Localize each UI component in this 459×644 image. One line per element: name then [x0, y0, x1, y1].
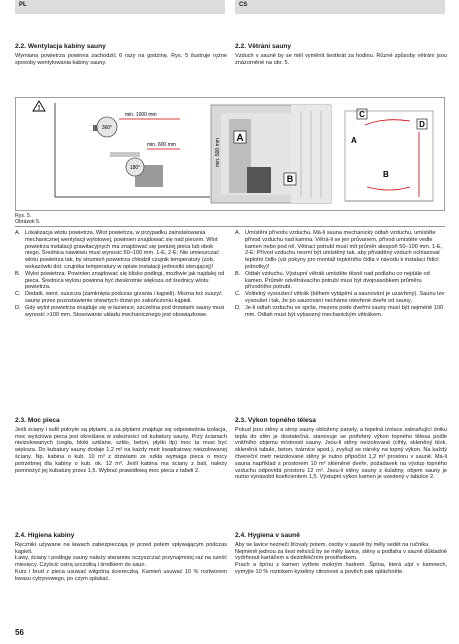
- cs-vent-intro: Vzduch v sauně by se měl vyměnit šestkrát za hodinu. Různé způsoby větrání jsou znázorněné na obr. 5.: [235, 52, 447, 66]
- cs-vent-intro-block: [235, 44, 447, 66]
- header-bar-pl: [15, 0, 225, 14]
- cs-stove-block: [235, 418, 447, 481]
- min-500-label: min. 500 mm: [215, 138, 221, 167]
- figure-divider: [15, 226, 445, 227]
- pl-stove-title: 2.3. Moc pieca: [15, 417, 60, 424]
- pl-vent-intro-block: [15, 44, 227, 66]
- figure-caption: [15, 213, 40, 226]
- deg-180-label: 180°: [129, 165, 141, 171]
- list-item: A. Umístění přívodu vzduchu. Má-li sauna mechanický odtah vzduchu, umístěte přívod vzduchu nad kamna. Větrá-li se jen průvanem, přívod umístěte vedle kamen nebo pod ně. Větrací potrubí musí mít průměr alespoň 50–100 mm. 1-E, 2-E: Přívod vzduchu nesmí být umístěný tak, aby přiváděný vzduch ochlazoval teplotní čidlo (viz pokyny pro montáž teplotního čidla v návodu k instalaci řídicí jednotky)!: [235, 230, 443, 270]
- page-number: 56: [15, 628, 24, 637]
- list-item: D. Gdy wylot powietrza znajduje się w łazience, szczelina pod drzwiami sauny musi wynosić >100 mm. Stosowanie układu mechanicznego jest obowiązkowe.: [15, 304, 225, 318]
- fig-label-b2: B: [383, 170, 389, 179]
- fig-label-a2: A: [351, 136, 357, 145]
- cs-stove-title: 2.3. Výkon topného tělesa: [235, 417, 316, 424]
- cs-vent-list-block: [235, 230, 447, 318]
- min-1000-label: min. 1000 mm: [125, 112, 157, 118]
- list-item: D. Je-li odtah vzduchu ve sprše, mezera pode dveřmi sauny musí být nejméně 100 mm. Odtah musí být vybavený mechanickým větrákem.: [235, 304, 444, 318]
- pl-vent-intro: Wymiana powietrza powinna zachodzić 6 razy na godzinę. Rys. 5 ilustruje ro̧żne sposoby wentylowania kabiny sauny.: [15, 52, 227, 66]
- cs-stove-text: Pokud jsou stěny a strop sauny obloženy panely, a tepelná izolace zabraňující úniku tepla do stěn je dostatečná, stanovuje se potřebný výkon topného tělesa podle vnitřního objemu místnosti sauny. Jsou-li stěny neizolované (cihly, skleněný blok, skleněná tabule, beton, tvárnice apod.), zvyšují se nároky na topný výkon. Na každý čtvereční metr neizolované stěny je nutno připočíst 1,2 m³ prostoru v sauně. Má-li sauna například s prostorem 10 m³ skleněné dveře, požadavek na výstup topného vzduchu odpovídá prostoru 12 m³. Jsou-li stěny sauny z kulatiny, objem sauny je nutno vynásobit koeficientem 1,5. Výstupní výkon kamen je uvedený v tabulce 2.: [235, 426, 447, 481]
- header-bar-cs: [235, 0, 445, 14]
- list-item: C. Dodatk. went. suszcza (zamknięta podczas grzania i kąpieli). Można też suszyć saunę przez pozostawienie otwartych drzwi po zakończeniu kąpieli.: [15, 291, 222, 304]
- fig-label-d: D: [419, 120, 425, 129]
- cs-hygiene-text: Aby se lavice nezneči šťovaly potem, osoby v sauně by měly sedět na ručníku. Nejméně jednou za šest měsíců by se měly lavice, stěny a podlaha v sauně důkladně vydrhnout kartáčem a dezinfekčním prostředkem. Prach a špínu z kamen vytřete mokrým hadrem. Špína, která ulpí v kamnech, vymyjte 10 % roztokem kyseliny citronové a pověch pak opláchněte.: [235, 541, 447, 575]
- ventilation-figure: [15, 97, 445, 211]
- pl-hygiene-block: [15, 533, 227, 583]
- pl-hygiene-text: Ręczniki używane na ławach zabezpieczają je przed potem spływającym podczas kąpieli. Ławy, ściany i podłogę sauny należy starannie oczyszczać przynajmniej raz na sześć miesięcy. Czyścić ostrą szczotką i środkiem do saun. Kurz i brud z pieca usuwać wilgotną ściereczką. Kamień usuwać 10 % roztworem kwasu cytrynowego, po czym spłukać.: [15, 541, 227, 582]
- pl-stove-block: [15, 418, 227, 474]
- min-600-label: min. 600 mm: [147, 142, 176, 148]
- caption-pl: Rys. 5.: [15, 213, 32, 219]
- cs-hygiene-block: [235, 533, 447, 576]
- warning-mark: !: [37, 105, 41, 112]
- cs-vent-title: 2.2. Větrání sauny: [235, 43, 292, 50]
- list-item: C. Volitelný vysoušecí větrák (během vytápění a saunování je uzavřený). Saunu lze vysoušet i tak, že po saunování necháme otevřené dveře od sauny.: [235, 291, 445, 304]
- lang-label-cs: CS: [239, 2, 248, 8]
- cs-vent-list: [235, 230, 447, 318]
- deg-360-label: 360°: [101, 125, 113, 131]
- cs-hygiene-title: 2.4. Hygiena v sauně: [235, 532, 300, 539]
- caption-cs: Obrázek 5.: [15, 219, 41, 226]
- list-item: B. Wylot powietrza. Powinien znajdować się blisko podłogi, możliwie jak najdalej od pieca. Średnica wylotu powinna być dwukrotnie większa od średnicy wlotu powietrza.: [15, 270, 225, 291]
- page-header: [0, 0, 459, 22]
- fig-label-a: A: [236, 133, 244, 144]
- list-item: A. Lokalizacja wlotu powietrza. Wlot powietrza, w przypadku zainstalowania mechanicznej wentylacji wylotowej, powinien znajdować się nad piecem. Wlot powietrza instalacji grawitacyjnych ma znajdować się poniżej pieca lub obok niego. Średnica nawiewu musi wynosić 50–100 mm. 1-E, 2-E: Nie umieszczać wlotu powietrza tak, by strumień powietrza chłodził czujnik temperatury (zob. wskazówki dot. czujnika temperatury w opisie instalacji jednostki sterującej)!: [15, 230, 220, 270]
- pl-hygiene-title: 2.4. Higiena kabiny: [15, 532, 75, 539]
- lang-label-pl: PL: [19, 2, 27, 8]
- pl-vent-title: 2.2. Wentylacja kabiny sauny: [15, 43, 106, 50]
- pl-vent-list: [15, 230, 227, 318]
- pl-stove-text: Jeśli ściany i sufit pokryte są płytami, a za płytami znajduje się odpowiednia izolacja, moc wyściowa pieca jest określana w zależności od kubatury sauny. Przy ścianach nieizolowanych (cegła, bloki szklane, szkło, beton, płytki itp) moc ta musi być większa. Do kubatury sauny dodaje 1,2 m³ na każdy metr kwadratowy nieizolowanej ściany. Np. kabina o kub. 10 m³ z drzwiami ze szkła wymaga pieca o mocy potrzebnej dla kabiny o kub. ok. 12 m³. Jeśli kabina ma ściany z bali, należy pomnożyć jej kubaturę przez 1,5. Wybrać prawidłową moc pieca z tabeli 2.: [15, 426, 227, 474]
- fig-label-c: C: [359, 110, 365, 119]
- fig-label-b: B: [286, 174, 294, 184]
- list-item: B. Odtah vzduchu. Výstupní větrák umístěte těsně nad podlahu co nejdále od kamen. Průměr odvětrávacího potrubí musí být dvojnásobkem průměru přívodního potrubí.: [235, 270, 430, 291]
- pl-vent-list-block: [15, 230, 227, 318]
